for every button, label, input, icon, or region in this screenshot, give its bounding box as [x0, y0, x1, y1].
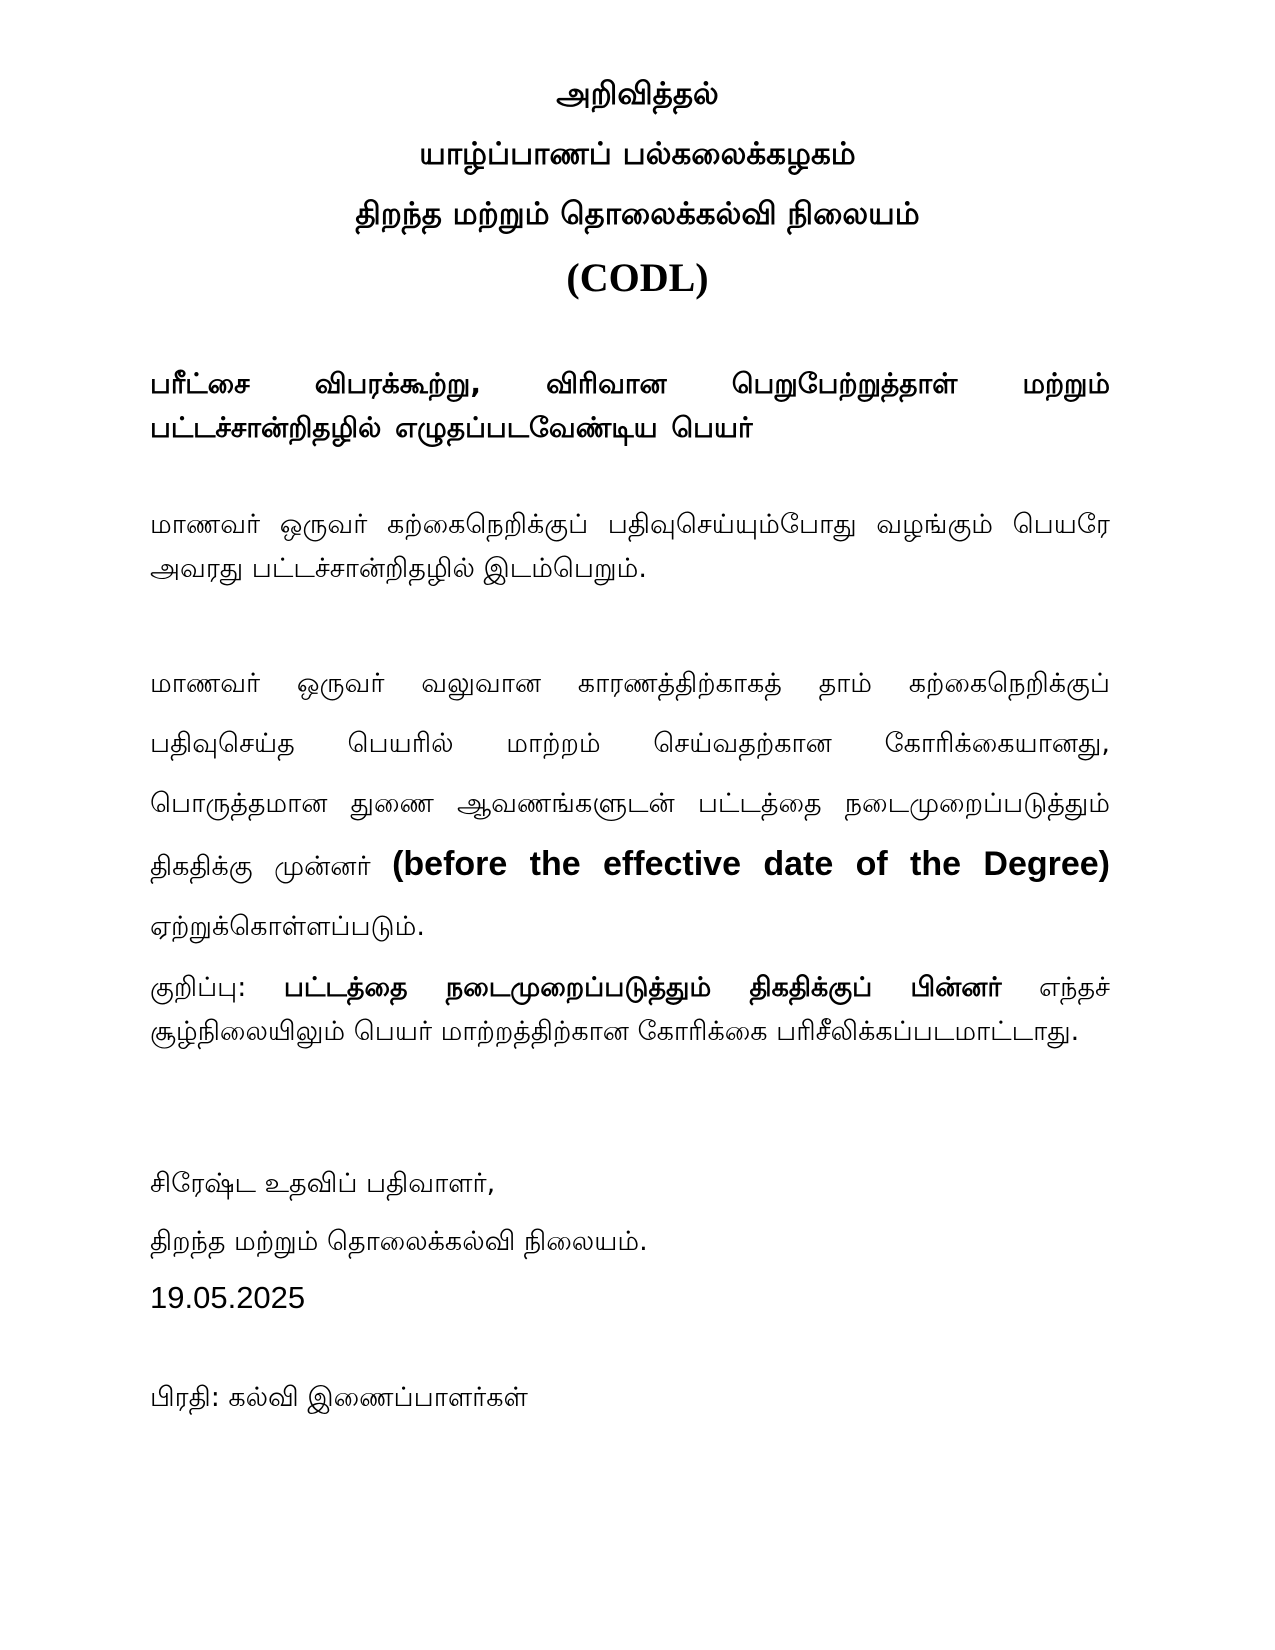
notice-heading: பரீட்சை விபரக்கூற்று, விரிவான பெறுபேற்றுத்தாள் மற்றும் பட்டச்சான்றிதழில் எழுதப்படவேண்டிய பெயர்: [150, 367, 1110, 444]
note-label: குறிப்பு:: [150, 972, 247, 1003]
note-text: எந்தச் சூழ்நிலையிலும் பெயர் மாற்றத்திற்கான கோரிக்கை பரிசீலிக்கப்படமாட்டாது.: [150, 972, 1110, 1047]
centre-name: திறந்த மற்றும் தொலைக்கல்வி நிலையம்: [355, 196, 920, 232]
paragraph-name-change: [150, 654, 1110, 957]
centre-abbreviation: (CODL): [566, 255, 709, 300]
copy-to: பிரதி: கல்வி இணைப்பாளர்கள்: [150, 1382, 528, 1413]
effective-date-emphasis: (before the effective date of the Degree): [392, 845, 1110, 883]
name-change-closing: ஏற்றுக்கொள்ளப்படும்.: [150, 911, 425, 942]
university-name: யாழ்ப்பாணப் பல்கலைக்கழகம்: [419, 136, 856, 172]
notice-title: அறிவித்தல்: [556, 76, 719, 112]
signatory-title: சிரேஷ்ட உதவிப் பதிவாளர்,: [150, 1168, 496, 1199]
note-paragraph: [150, 966, 1110, 1054]
signatory-organization: திறந்த மற்றும் தொலைக்கல்வி நிலையம்.: [150, 1226, 648, 1257]
name-change-text: மாணவர் ஒருவர் வலுவான காரணத்திற்காகத் தாம் கற்கைநெறிக்குப் பதிவுசெய்த பெயரில் மாற்றம் செய்வதற்கான கோரிக்கையானது, பொருத்தமான துணை ஆவணங்களுடன் பட்டத்தை நடைமுறைப்படுத்தும் திகதிக்கு முன்னர்: [150, 668, 1110, 882]
notice-date: 19.05.2025: [150, 1280, 306, 1315]
paragraph-registration-name: மாணவர் ஒருவர் கற்கைநெறிக்குப் பதிவுசெய்யும்போது வழங்கும் பெயரே அவரது பட்டச்சான்றிதழில் இடம்பெறும்.: [150, 509, 1110, 584]
note-emphasis: பட்டத்தை நடைமுறைப்படுத்தும் திகதிக்குப் பின்னர்: [283, 972, 1002, 1003]
